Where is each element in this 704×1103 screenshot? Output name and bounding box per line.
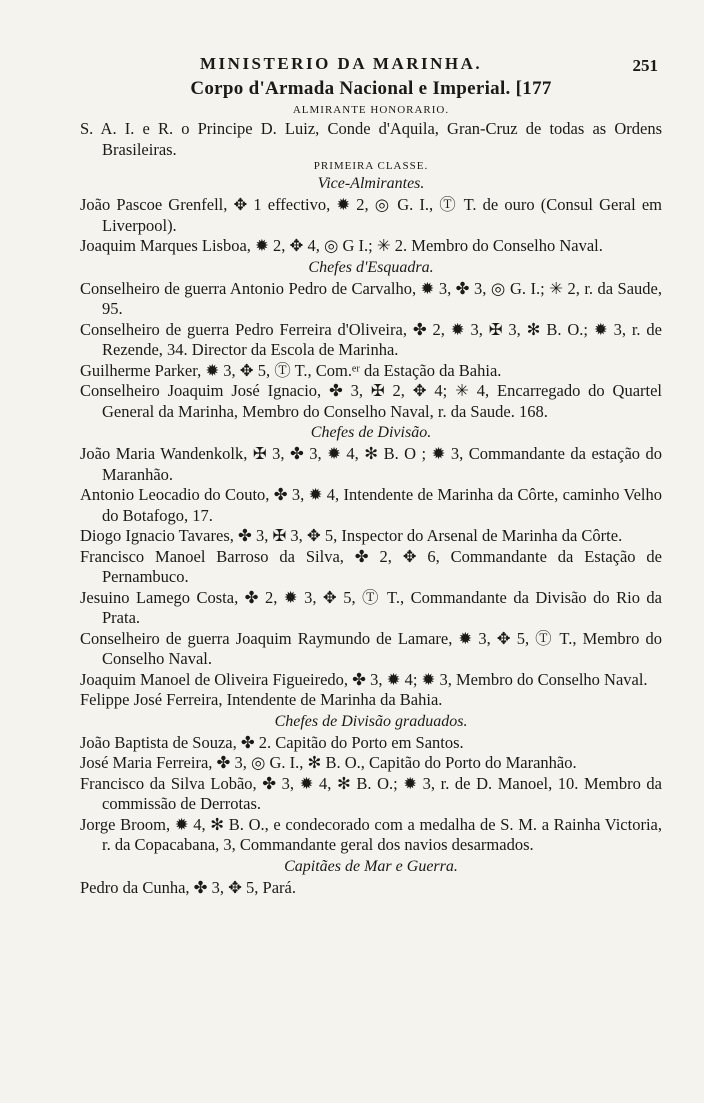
section-heading: ALMIRANTE HONORARIO. [292, 104, 450, 116]
document-page [80, 48, 662, 898]
roster-entry: Joaquim Manoel de Oliveira Figueiredo, ✤ 3, ✹ 4; ✹ 3, Membro do Conselho Naval. [80, 669, 648, 689]
roster-entry: Francisco Manoel Barroso da Silva, ✤ 2, ✥ 6, Commandante da Estação de Pernambuco. [80, 546, 662, 586]
roster-entry: Felippe José Ferreira, Intendente de Marinha da Bahia. [80, 690, 443, 709]
running-head: MINISTERIO DA MARINHA. [200, 54, 483, 73]
roster-entry: Guilherme Parker, ✹ 3, ✥ 5, Ⓣ T., Com.ᵉʳ da Estação da Bahia. [80, 360, 502, 380]
section-heading: PRIMEIRA CLASSE. [313, 160, 429, 172]
roster-entry: S. A. I. e R. o Principe D. Luiz, Conde d'Aquila, Gran-Cruz de todas as Ordens Brasileiras. [80, 119, 662, 159]
roster-entry: Conselheiro Joaquim José Ignacio, ✤ 3, ✠ 2, ✥ 4; ✳ 4, Encarregado do Quartel General da Marinha, Membro do Conselho Naval, r. da Saude. 168. [80, 381, 662, 421]
section-list [80, 104, 662, 898]
roster-entry: Antonio Leocadio do Couto, ✤ 3, ✹ 4, Intendente de Marinha da Côrte, caminho Velho do Botafogo, 17. [80, 485, 662, 525]
section-heading: Vice-Almirantes. [317, 175, 425, 192]
roster-entry: Joaquim Marques Lisboa, ✹ 2, ✥ 4, ◎ G I.; ✳ 2. Membro do Conselho Naval. [80, 236, 603, 255]
roster-entry: Conselheiro de guerra Pedro Ferreira d'Oliveira, ✤ 2, ✹ 3, ✠ 3, ✻ B. O.; ✹ 3, r. de Rezende, 34. Director da Escola de Marinha. [80, 319, 662, 359]
roster-entry: Conselheiro de guerra Joaquim Raymundo de Lamare, ✹ 3, ✥ 5, Ⓣ T., Membro do Conselho Naval. [80, 628, 662, 668]
roster-entry: Jorge Broom, ✹ 4, ✻ B. O., e condecorado com a medalha de S. M. a Rainha Victoria, r. da Copacabana, 3, Commandante geral dos navios desarmados. [80, 814, 662, 854]
roster-entry: Conselheiro de guerra Antonio Pedro de Carvalho, ✹ 3, ✤ 3, ◎ G. I.; ✳ 2, r. da Saude, 95. [80, 278, 662, 318]
roster-entry: Jesuino Lamego Costa, ✤ 2, ✹ 3, ✥ 5, Ⓣ T., Commandante da Divisão do Rio da Prata. [80, 587, 662, 627]
section-heading: Chefes de Divisão. [310, 424, 432, 441]
section-heading: Chefes d'Esquadra. [308, 258, 434, 276]
page-number: 251 [632, 56, 658, 75]
section-heading: Chefes de Divisão graduados. [274, 712, 468, 730]
roster-entry: José Maria Ferreira, ✤ 3, ◎ G. I., ✻ B. O., Capitão do Porto do Maranhão. [80, 753, 577, 772]
section-heading: Capitães de Mar e Guerra. [284, 857, 458, 875]
roster-entry: Pedro da Cunha, ✤ 3, ✥ 5, Pará. [80, 877, 296, 897]
page-header [80, 48, 662, 78]
page-subtitle: Corpo d'Armada Nacional e Imperial. [177 [190, 78, 552, 99]
roster-entry: Diogo Ignacio Tavares, ✤ 3, ✠ 3, ✥ 5, Inspector do Arsenal de Marinha da Côrte. [80, 526, 623, 545]
roster-entry: João Pascoe Grenfell, ✥ 1 effectivo, ✹ 2, ◎ G. I., Ⓣ T. de ouro (Consul Geral em Liverpool). [80, 195, 662, 235]
roster-entry: João Baptista de Souza, ✤ 2. Capitão do Porto em Santos. [80, 732, 464, 752]
roster-entry: João Maria Wandenkolk, ✠ 3, ✤ 3, ✹ 4, ✻ B. O ; ✹ 3, Commandante da estação do Maranhão. [80, 444, 662, 484]
roster-entry: Francisco da Silva Lobão, ✤ 3, ✹ 4, ✻ B. O.; ✹ 3, r. de D. Manoel, 10. Membro da commissão de Derrotas. [80, 773, 662, 813]
